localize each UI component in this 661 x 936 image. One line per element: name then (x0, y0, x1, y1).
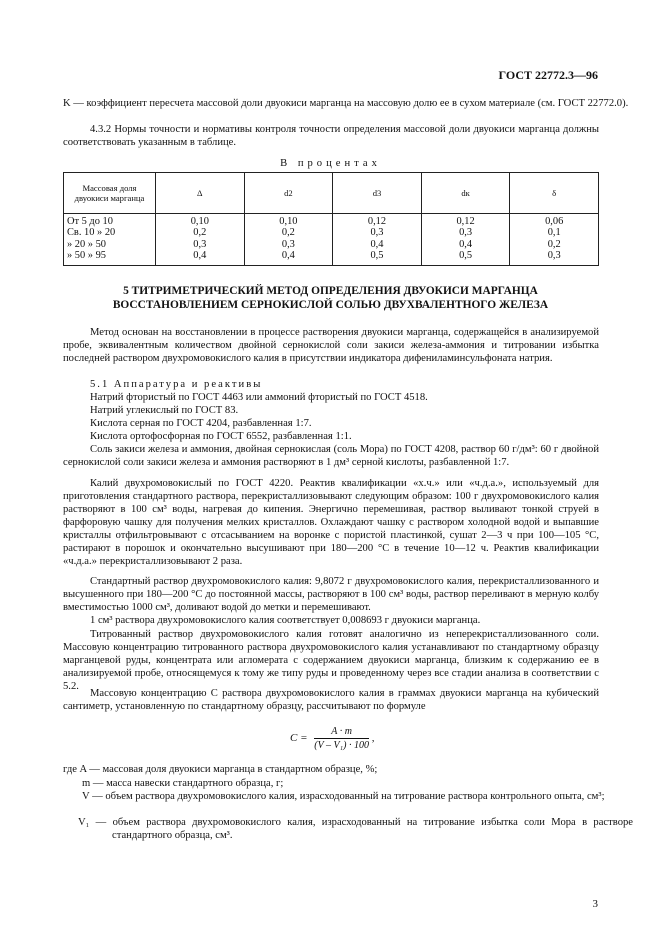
method-description: Метод основан на восстановлении в процессе растворения двуокиси марганца, содержащейся в анализируемой пробе, эквивалентным количеством двойной сернокислой соли закиси железа-аммония и титровании избытка последней раствором двухромовокислого калия в присутствии индикатора дифениламинсульфоната натрия. (63, 327, 599, 364)
table-cell: 0,10 (190, 216, 209, 227)
table-header-cell: δ (510, 173, 599, 214)
variable-definition: где A — массовая доля двуокиси марганца в стандартном образце, %; (63, 764, 378, 775)
reagent-item: Натрий углекислый по ГОСТ 83. (90, 405, 239, 416)
standard-solution-paragraph: Стандартный раствор двухромовокислого калия: 9,8072 г двухромовокислого калия, перекристаллизованного и высушенного при 180—200 °С до постоянной массы, растворяют в 100 см³ воды, раствор переливают в мерную колбу вместимостью 1000 см³, доливают водой до метки и перемешивают. (63, 576, 599, 613)
potassium-dichromate-paragraph: Калий двухромовокислый по ГОСТ 4220. Реактив квалификации «х.ч.» или «ч.д.а.», используемый для приготовления стандартного раствора, перекристаллизовывают следующим образом: 100 г двухромовокислого калия растворяют в 100 см³ воды, нагревая до кипения. Энергично перемешивая, раствор выливают тонкой струей в фарфоровую чашку для получения мелких кристаллов. Охлаждают чашку с раствором холодной водой и выпавшие кристаллы отфильтровывают с отсасыванием на воронке с пористой пластинкой, сушат 2—3 ч при 100—105 °С, растирают в порошок и окончательно высушивают при 180—200 °С в течение 10—12 ч. Реактив квалификации «ч.д.а.» перекристаллизовывают 2 раза. (63, 478, 599, 567)
table-column-sigma (510, 214, 599, 266)
page-number: 3 (592, 898, 598, 910)
table-cell: 0,4 (193, 250, 207, 262)
table-column-d2 (244, 214, 333, 266)
table-cell: 0,4 (370, 238, 384, 250)
table-header-cell: Δ (156, 173, 245, 214)
formula-fraction (314, 726, 369, 751)
table-header-cell: d3 (333, 173, 422, 214)
table-cell: 0,5 (459, 250, 473, 262)
table-body (64, 214, 599, 266)
table-cell: » 50 » 95 (67, 250, 106, 262)
variable-definition: V — объем раствора двухромовокислого калия, израсходованный на титрование раствора контрольного опыта, см³; (82, 791, 605, 802)
table-cell: 0,4 (459, 238, 473, 250)
mohr-salt-paragraph: Соль закиси железа и аммония, двойная сернокислая (соль Мора) по ГОСТ 4208, раствор 60 г/дм³: 60 г двойной сернокислой соли закиси железа и аммония растворяют в 1 дм³ серной кислоты, разбавленной 1:7. (63, 444, 599, 468)
table-header-cell: d2 (244, 173, 333, 214)
table-cell: 0,3 (459, 227, 473, 239)
subsection-5-1-title: 5.1 Аппаратура и реактивы (90, 379, 263, 390)
formula-tail: , (371, 732, 375, 745)
table-cell: 0,3 (370, 227, 384, 239)
formula-numerator: A · m (314, 726, 369, 739)
table-caption: В процентах (280, 158, 381, 169)
table-cell: 0,3 (281, 238, 295, 250)
variable-definition: V₁ — объем раствора двухромовокислого калия, израсходованный на титрование избытка соли Мора в растворе стандартного образца, см³. (78, 817, 633, 841)
table-cell: 0,4 (281, 250, 295, 262)
table-cell: 0,3 (547, 250, 561, 262)
table-column-d3 (333, 214, 422, 266)
accuracy-table (63, 172, 599, 266)
concentration-paragraph: Массовую концентрацию C раствора двухромовокислого калия в граммах двуокиси марганца на кубический сантиметр, установленную по стандартному образцу, рассчитывают по формуле (63, 688, 599, 712)
table-cell: 0,06 (545, 216, 564, 227)
section-title-line: ВОССТАНОВЛЕНИЕМ СЕРНОКИСЛОЙ СОЛЬЮ ДВУХВАЛЕНТНОГО ЖЕЛЕЗА (112, 299, 549, 311)
clause-4-3-2: 4.3.2 Нормы точности и нормативы контроля точности определения массовой доли двуокиси марганца должны соответствовать указанным в таблице. (63, 124, 599, 148)
table-cell: 0,12 (367, 216, 387, 227)
table-cell: От 5 до 10 (67, 216, 113, 227)
table-header-cell: Массовая доля двуокиси марганца (64, 173, 156, 214)
formula-lhs: C = (290, 732, 308, 745)
table-column-range (64, 214, 156, 266)
titrant-paragraph: Титрованный раствор двухромовокислого калия готовят аналогично из неперекристаллизованного соли. Массовую концентрацию титрованного раствора двухромовокислого калия устанавливают по стандартному образцу марганцевой руды, концентрата или агломерата с содержанием двуокиси марганца, близким к содержанию ее в анализируемой пробе, относящемуся к тому же типу руды и проведенному через все стадии анализа в соответствии с 5.2. (63, 629, 599, 692)
reagent-item: Кислота ортофосфорная по ГОСТ 6552, разбавленная 1:1. (90, 431, 352, 442)
table-cell: 0,3 (193, 238, 207, 250)
table-column-dk (421, 214, 510, 266)
table-cell: 0,2 (547, 238, 561, 250)
k-definition: K — коэффициент пересчета массовой доли двуокиси марганца на массовую долю ее в сухом материале (см. ГОСТ 22772.0). (63, 98, 629, 109)
variable-definition: m — масса навески стандартного образца, г; (82, 778, 284, 789)
formula-denominator: (V – V₁) · 100 (314, 740, 369, 751)
concentration-formula (290, 726, 374, 751)
table-cell: 0,5 (370, 250, 384, 262)
table-cell: 0,2 (281, 227, 295, 239)
section-5-title (0, 284, 661, 312)
table-cell: » 20 » 50 (67, 238, 106, 250)
table-column-delta (156, 214, 245, 266)
reagent-item: Кислота серная по ГОСТ 4204, разбавленная 1:7. (90, 418, 312, 429)
table-cell: 0,12 (456, 216, 475, 227)
table-cell: 0,10 (279, 216, 298, 227)
document-header-id: ГОСТ 22772.3—96 (498, 68, 598, 82)
section-title-line: 5 ТИТРИМЕТРИЧЕСКИЙ МЕТОД ОПРЕДЕЛЕНИЯ ДВУОКИСИ МАРГАНЦА (123, 285, 538, 297)
reagent-item: Натрий фтористый по ГОСТ 4463 или аммоний фтористый по ГОСТ 4518. (90, 392, 428, 403)
table-header-cell: dк (421, 173, 510, 214)
equivalence-paragraph: 1 см³ раствора двухромовокислого калия соответствует 0,008693 г двуокиси марганца. (90, 615, 481, 626)
table-cell: 0,2 (193, 227, 207, 239)
table-cell: Св. 10 » 20 (67, 227, 116, 239)
table-cell: 0,1 (547, 227, 561, 239)
